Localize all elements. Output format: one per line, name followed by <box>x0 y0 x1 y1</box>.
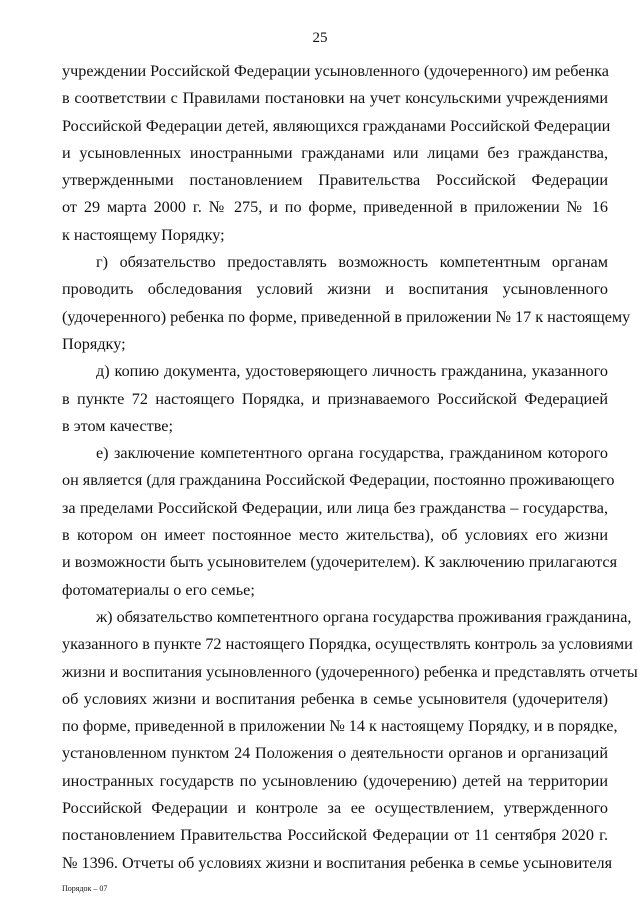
page-number: 25 <box>312 30 328 46</box>
text-line: в котором он имеет постоянное место жительства), об условиях его жизни <box>62 526 608 545</box>
text-line: ж) обязательство компетентного органа государства проживания гражданина, <box>96 607 632 626</box>
text-line: проводить обследования условий жизни и воспитания усыновленного <box>62 280 608 299</box>
text-line: об условиях жизни и воспитания ребенка в семье усыновителя (удочерителя) <box>62 689 608 708</box>
text-line: № 1396. Отчеты об условиях жизни и воспитания ребенка в семье усыновителя <box>62 853 613 872</box>
text-line: Порядку; <box>62 334 126 353</box>
text-line: в пункте 72 настоящего Порядка, и признаваемого Российской Федерацией <box>62 389 608 408</box>
text-line: учреждении Российской Федерации усыновленного (удочеренного) им ребенка <box>62 62 609 80</box>
text-line: г) обязательство предоставлять возможность компетентным органам <box>96 253 608 272</box>
text-line: от 29 марта 2000 г. № 275, и по форме, приведенной в приложении № 16 <box>62 198 608 217</box>
footer-label: Порядок – 07 <box>62 884 108 893</box>
text-line: иностранных государств по усыновлению (удочерению) детей на территории <box>62 771 608 790</box>
text-line: указанного в пункте 72 настоящего Порядка, осуществлять контроль за условиями <box>62 635 633 654</box>
text-line: жизни и воспитания усыновленного (удочеренного) ребенка и представлять отчеты <box>62 662 638 681</box>
text-line: Российской Федерации детей, являющихся гражданами Российской Федерации <box>62 116 611 135</box>
text-line: он является (для гражданина Российской Федерации, постоянно проживающего <box>62 471 615 490</box>
text-line: фотоматериалы о его семье; <box>62 580 255 599</box>
text-line: в этом качестве; <box>62 416 173 435</box>
text-line: утвержденными постановлением Правительства Российской Федерации <box>62 171 608 190</box>
text-line: к настоящему Порядку; <box>62 225 225 244</box>
text-line: за пределами Российской Федерации, или лица без гражданства – государства, <box>62 498 608 517</box>
text-line: (удочеренного) ребенка по форме, приведенной в приложении № 17 к настоящему <box>62 307 631 326</box>
text-line: постановлением Правительства Российской Федерации от 11 сентября 2020 г. <box>62 826 608 845</box>
text-line: и усыновленных иностранными гражданами или лицами без гражданства, <box>62 143 608 162</box>
text-line: е) заключение компетентного органа государства, гражданином которого <box>96 444 608 463</box>
document-body <box>62 58 638 877</box>
text-line: по форме, приведенной в приложении № 14 к настоящему Порядку, и в порядке, <box>62 717 618 736</box>
text-line: в соответствии с Правилами постановки на учет консульскими учреждениями <box>62 89 608 108</box>
text-line: и возможности быть усыновителем (удочерителем). К заключению прилагаются <box>62 553 618 572</box>
text-line: Российской Федерации и контроле за ее осуществлением, утвержденного <box>62 799 608 818</box>
text-line: установленном пунктом 24 Положения о деятельности органов и организаций <box>62 744 608 763</box>
text-line: д) копию документа, удостоверяющего личность гражданина, указанного <box>96 362 608 381</box>
